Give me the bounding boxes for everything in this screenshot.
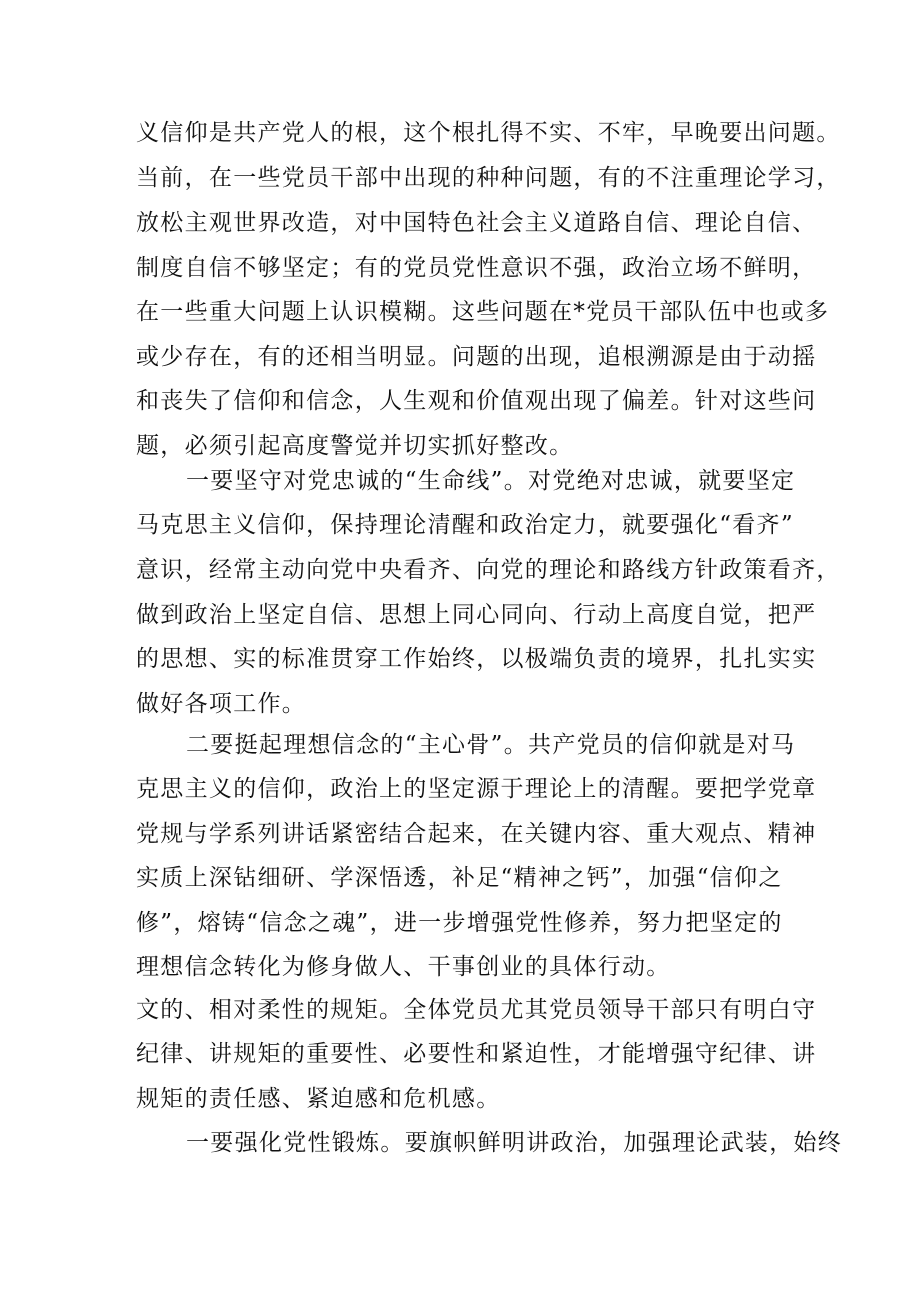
text-line: 规矩的责任感、紧迫感和危机感。 xyxy=(136,1086,501,1112)
paragraph-first-line: 二要挺起理想信念的“主心骨”。共产党员的信仰就是对马 xyxy=(186,732,796,758)
text-line: 意识，经常主动向党中央看齐、向党的理论和路线方针政策看齐， xyxy=(136,557,841,583)
text-line: 在一些重大问题上认识模糊。这些问题在*党员干部队伍中也或多 xyxy=(136,299,830,325)
text-line: 党规与学系列讲话紧密结合起来，在关键内容、重大观点、精神 xyxy=(136,821,817,847)
text-line: 纪律、讲规矩的重要性、必要性和紧迫性，才能增强守纪律、讲 xyxy=(136,1041,817,1067)
text-line: 题，必须引起高度警觉并切实抓好整改。 xyxy=(136,433,574,459)
paragraph-first-line: 一要坚守对党忠诚的“生命线”。对党绝对忠诚，就要坚定 xyxy=(186,468,796,494)
text-line: 马克思主义信仰，保持理论清醒和政治定力，就要强化“看齐” xyxy=(136,512,794,538)
text-line: 文的、相对柔性的规矩。全体党员尤其党员领导干部只有明白守 xyxy=(136,997,817,1023)
text-line: 的思想、实的标准贯穿工作始终，以极端负责的境界，扎扎实实 xyxy=(136,646,817,672)
text-line: 放松主观世界改造，对中国特色社会主义道路自信、理论自信、 xyxy=(136,210,817,236)
text-line: 制度自信不够坚定；有的党员党性意识不强，政治立场不鲜明， xyxy=(136,255,817,281)
text-line: 理想信念转化为修身做人、干事创业的具体行动。 xyxy=(136,954,671,980)
text-line: 实质上深钻细研、学深悟透，补足“精神之钙”，加强“信仰之 xyxy=(136,865,783,891)
text-line: 做到政治上坚定自信、思想上同心同向、行动上高度自觉，把严 xyxy=(136,602,817,628)
text-line: 和丧失了信仰和信念，人生观和价值观出现了偏差。针对这些问 xyxy=(136,388,817,414)
text-line: 义信仰是共产党人的根，这个根扎得不实、不牢，早晚要出问题。 xyxy=(136,120,841,146)
text-line: 克思主义的信仰，政治上的坚定源于理论上的清醒。要把学党章 xyxy=(136,776,817,802)
text-line: 做好各项工作。 xyxy=(136,691,307,717)
text-line: 修”，熔铸“信念之魂”，进一步增强党性修养，努力把坚定的 xyxy=(136,910,783,936)
paragraph-first-line: 一要强化党性锻炼。要旗帜鲜明讲政治，加强理论武装，始终 xyxy=(186,1130,843,1156)
text-line: 当前，在一些党员干部中出现的种种问题，有的不注重理论学习， xyxy=(136,165,841,191)
text-line: 或少存在，有的还相当明显。问题的出现，追根溯源是由于动摇 xyxy=(136,344,817,370)
